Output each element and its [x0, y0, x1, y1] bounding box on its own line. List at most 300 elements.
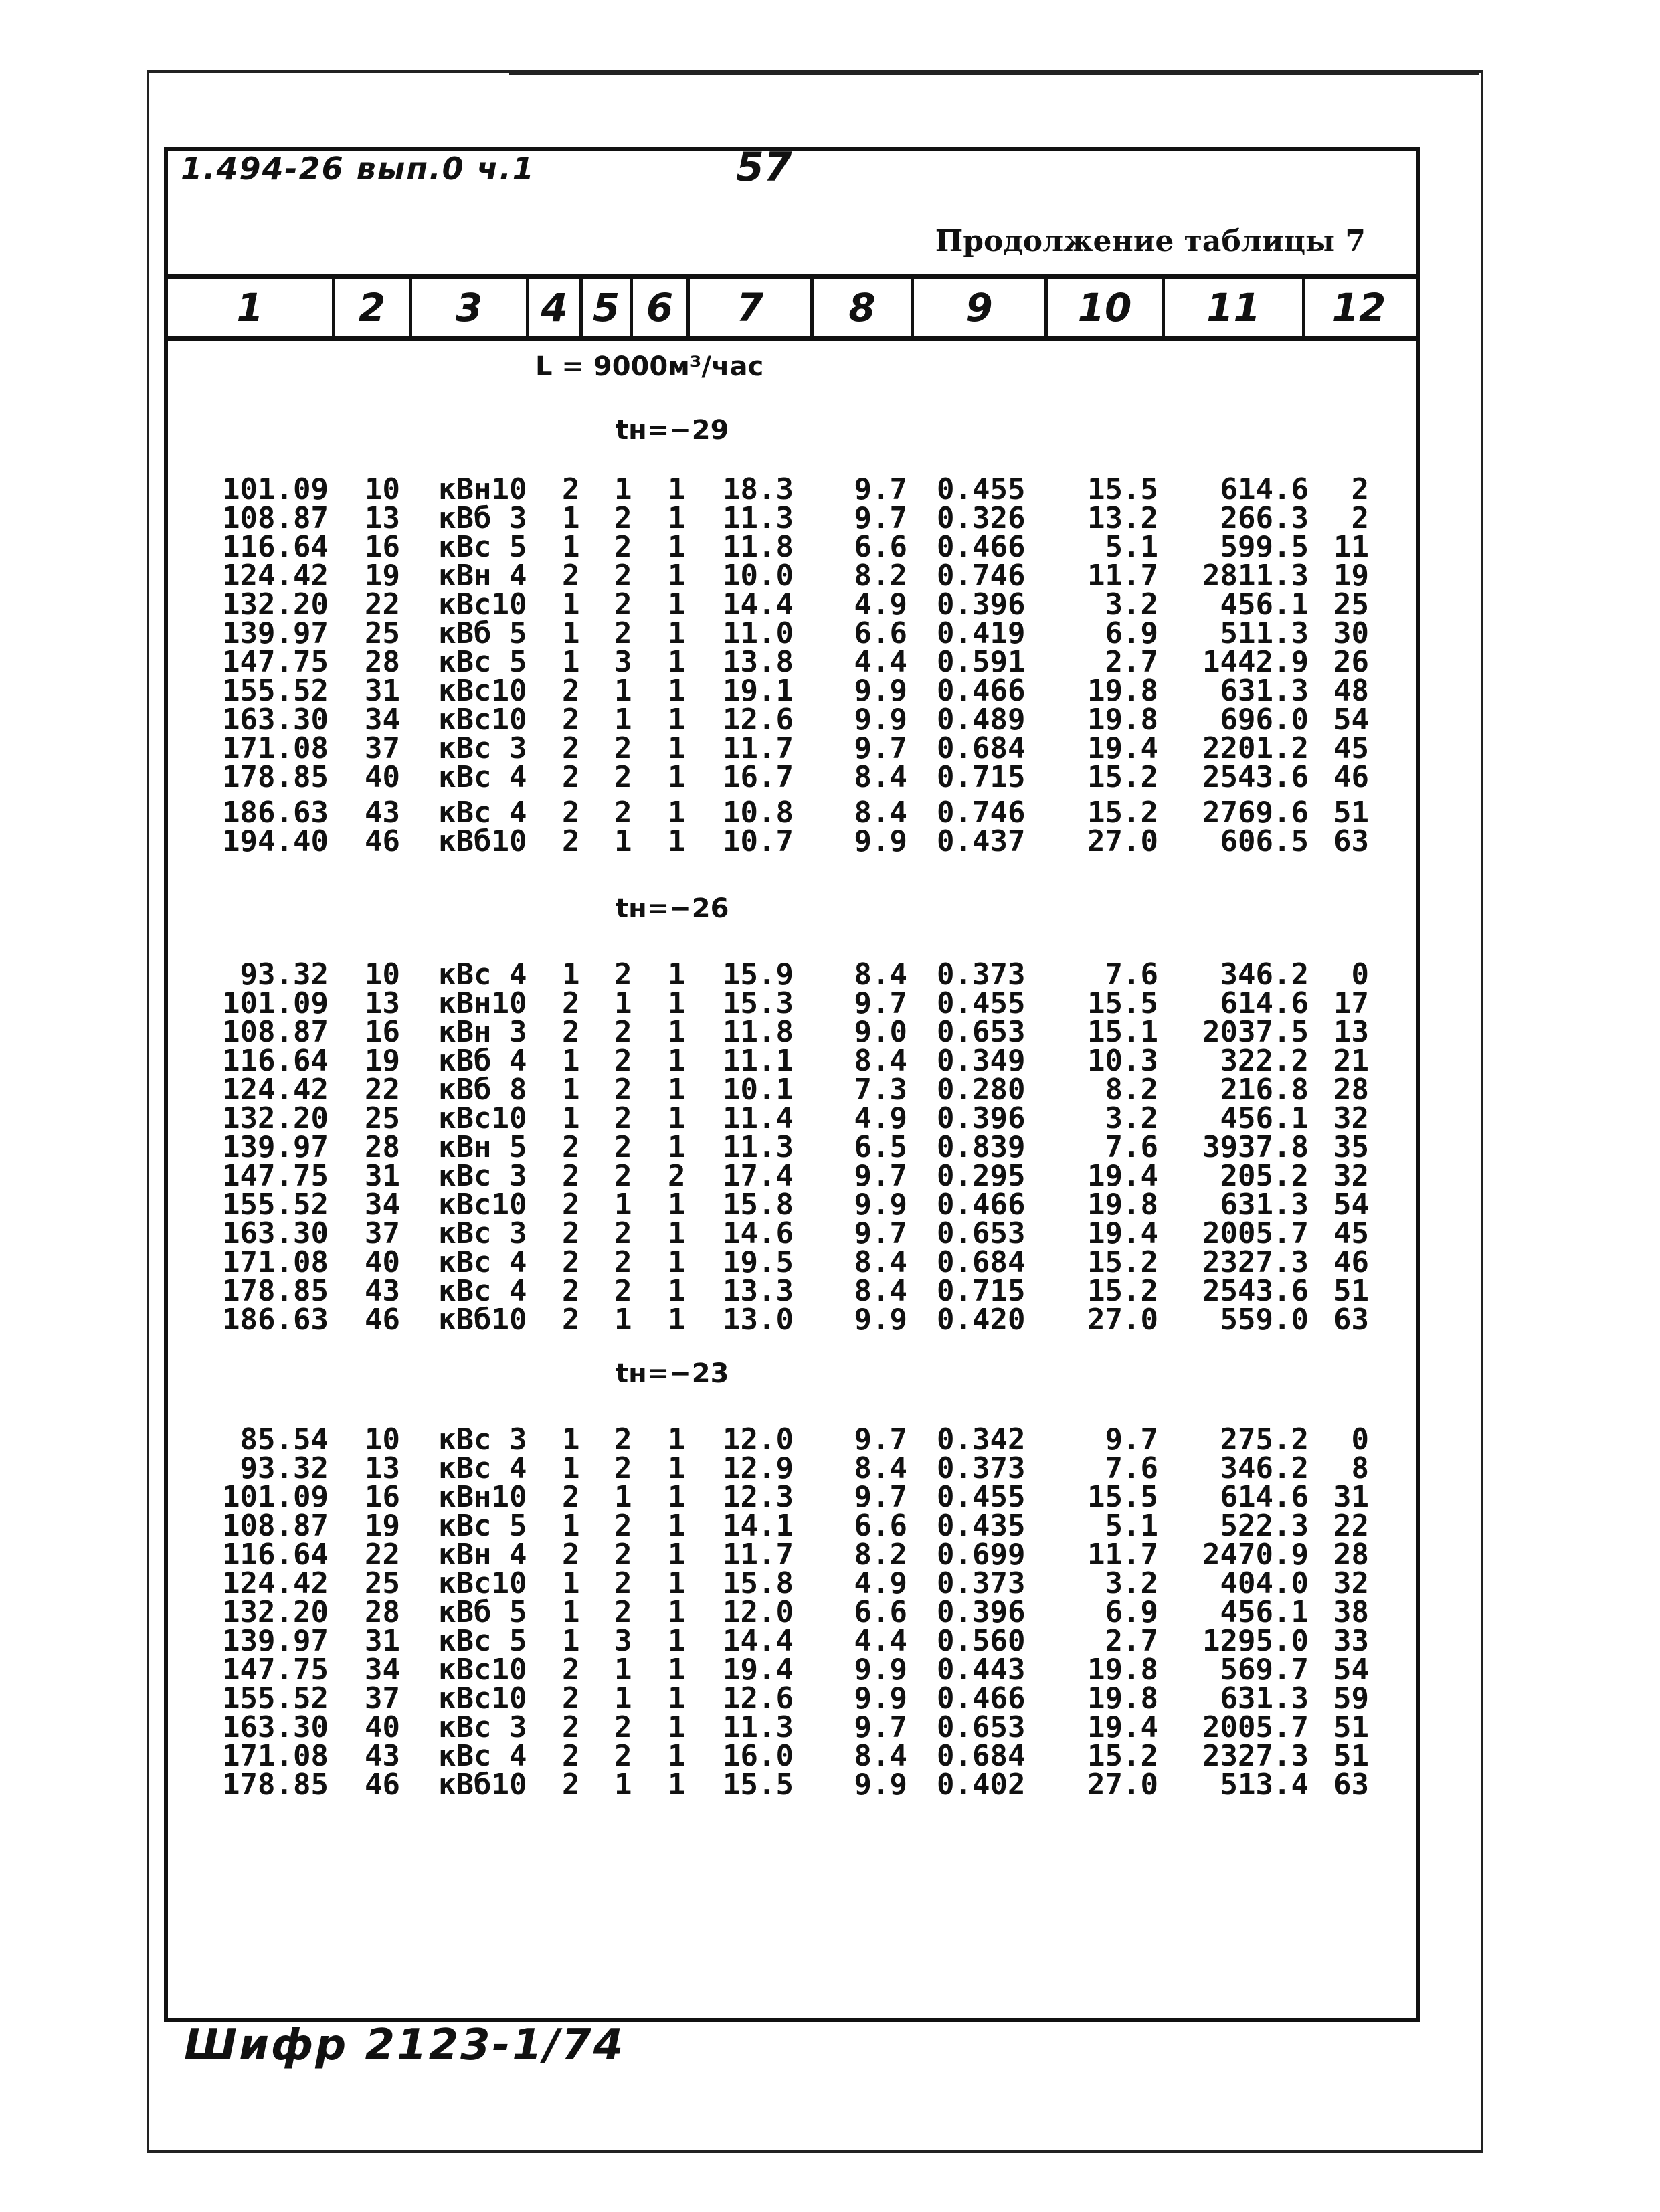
- table-cell: 28: [365, 1595, 400, 1629]
- table-cell: 2: [614, 1595, 632, 1629]
- table-cell: кВн 4: [438, 559, 527, 593]
- table-cell: 10.7: [723, 824, 794, 858]
- table-cell: 696.0: [1220, 703, 1309, 737]
- table-cell: 0.420: [937, 1303, 1026, 1337]
- table-cell: 2: [562, 796, 580, 830]
- column-header: 12: [1331, 284, 1386, 331]
- table-cell: 4.9: [854, 587, 907, 622]
- table-cell: 19: [365, 1509, 400, 1543]
- table-cell: 16: [365, 1015, 400, 1049]
- table-cell: 46: [365, 824, 400, 858]
- table-cell: 9.9: [854, 1653, 907, 1687]
- table-cell: 1: [668, 645, 686, 679]
- table-cell: 0.396: [937, 1101, 1026, 1135]
- table-cell: 0.396: [937, 1595, 1026, 1629]
- table-cell: 1: [562, 645, 580, 679]
- table-cell: 163.30: [222, 1710, 329, 1744]
- table-cell: 1: [668, 1015, 686, 1049]
- table-cell: кВб 8: [438, 1073, 527, 1107]
- table-cell: 2: [614, 760, 632, 794]
- table-cell: 2: [1351, 501, 1369, 535]
- table-cell: кВс 5: [438, 1624, 527, 1658]
- table-cell: 101.09: [222, 986, 329, 1020]
- table-cell: 37: [365, 1681, 400, 1716]
- table-cell: 63: [1333, 1303, 1369, 1337]
- table-cell: 54: [1333, 703, 1369, 737]
- table-cell: 25: [365, 1101, 400, 1135]
- table-row: [0, 587, 1660, 622]
- table-row: [0, 1046, 1660, 1076]
- table-cell: 0.699: [937, 1538, 1026, 1572]
- table-cell: 6.6: [854, 1509, 907, 1543]
- table-cell: 43: [365, 1739, 400, 1773]
- table-cell: 1: [668, 530, 686, 564]
- table-row: [0, 1422, 1660, 1457]
- table-cell: 1: [668, 796, 686, 830]
- table-cell: 1: [562, 1044, 580, 1078]
- table-cell: 163.30: [222, 703, 329, 737]
- column-header: 10: [1048, 279, 1165, 336]
- table-row: [0, 1190, 1660, 1220]
- table-cell: 139.97: [222, 1130, 329, 1164]
- table-cell: 46: [365, 1768, 400, 1802]
- table-cell: 124.42: [222, 1566, 329, 1600]
- table-cell: 8.4: [854, 1739, 907, 1773]
- table-cell: 147.75: [222, 645, 329, 679]
- table-cell: 9.9: [854, 703, 907, 737]
- table-cell: 10.1: [723, 1073, 794, 1107]
- table-cell: 2037.5: [1202, 1015, 1309, 1049]
- table-cell: 0.560: [937, 1624, 1026, 1658]
- table-cell: 19.1: [723, 674, 794, 708]
- table-cell: 34: [365, 1653, 400, 1687]
- table-cell: кВб10: [438, 1303, 527, 1337]
- table-cell: 15.5: [723, 1768, 794, 1802]
- table-cell: 116.64: [222, 1044, 329, 1078]
- table-cell: 2: [614, 1073, 632, 1107]
- table-cell: 51: [1333, 1710, 1369, 1744]
- table-cell: 0.489: [937, 703, 1026, 737]
- table-row: [0, 1130, 1660, 1164]
- table-cell: 1: [562, 1624, 580, 1658]
- table-row: [0, 1451, 1660, 1485]
- table-cell: 9.7: [854, 472, 907, 506]
- table-cell: кВн 5: [438, 1130, 527, 1164]
- table-cell: 631.3: [1220, 1681, 1309, 1716]
- table-cell: 614.6: [1220, 472, 1309, 506]
- table-cell: 0.653: [937, 1710, 1026, 1744]
- table-cell: 3: [614, 645, 632, 679]
- table-cell: 1: [668, 731, 686, 765]
- table-cell: 2543.6: [1202, 1274, 1309, 1308]
- table-cell: 0.653: [937, 1216, 1026, 1251]
- table-row: [0, 1511, 1660, 1541]
- table-cell: 2: [614, 957, 632, 992]
- table-row: [0, 731, 1660, 765]
- table-cell: 569.7: [1220, 1653, 1309, 1687]
- table-cell: 19.4: [1087, 1216, 1158, 1251]
- table-cell: 2: [562, 1216, 580, 1251]
- column-header: 7: [690, 279, 814, 336]
- table-cell: 11.7: [1087, 559, 1158, 593]
- table-cell: 14.4: [723, 587, 794, 622]
- table-cell: 16.0: [723, 1739, 794, 1773]
- table-cell: 30: [1333, 616, 1369, 650]
- table-cell: 7.3: [854, 1073, 907, 1107]
- table-cell: 1: [668, 1044, 686, 1078]
- table-cell: 2811.3: [1202, 559, 1309, 593]
- table-cell: 171.08: [222, 731, 329, 765]
- table-row: [0, 1015, 1660, 1049]
- table-cell: 124.42: [222, 559, 329, 593]
- table-cell: 1: [668, 760, 686, 794]
- table-cell: 8.4: [854, 1451, 907, 1485]
- table-cell: 1: [614, 986, 632, 1020]
- table-cell: 2005.7: [1202, 1216, 1309, 1251]
- table-cell: кВс10: [438, 587, 527, 622]
- table-cell: кВн10: [438, 1480, 527, 1514]
- table-row: [0, 676, 1660, 706]
- table-cell: 1: [562, 1509, 580, 1543]
- table-cell: 2: [614, 1130, 632, 1164]
- table-row: [0, 1245, 1660, 1279]
- table-cell: 18.3: [723, 472, 794, 506]
- table-cell: 1: [668, 1216, 686, 1251]
- table-cell: 9.9: [854, 824, 907, 858]
- table-cell: 1: [668, 1245, 686, 1279]
- table-cell: 11.1: [723, 1044, 794, 1078]
- table-cell: 1: [614, 1768, 632, 1802]
- table-cell: 15.8: [723, 1566, 794, 1600]
- table-cell: 2: [562, 1015, 580, 1049]
- table-cell: 1: [614, 824, 632, 858]
- table-cell: 0.295: [937, 1159, 1026, 1193]
- table-cell: 2: [614, 1274, 632, 1308]
- table-cell: 2: [562, 1710, 580, 1744]
- table-cell: 2: [614, 1422, 632, 1457]
- table-cell: кВс 5: [438, 1509, 527, 1543]
- table-cell: 456.1: [1220, 1101, 1309, 1135]
- table-cell: 0.455: [937, 472, 1026, 506]
- table-cell: 0.437: [937, 824, 1026, 858]
- table-cell: 1: [668, 1538, 686, 1572]
- table-cell: 19.5: [723, 1245, 794, 1279]
- table-row: [0, 1710, 1660, 1744]
- table-cell: 10: [365, 957, 400, 992]
- column-header-row: [168, 274, 1416, 341]
- table-cell: 38: [1333, 1595, 1369, 1629]
- table-cell: 12.6: [723, 1681, 794, 1716]
- table-cell: 0.653: [937, 1015, 1026, 1049]
- table-cell: кВс 3: [438, 1216, 527, 1251]
- table-cell: 2470.9: [1202, 1538, 1309, 1572]
- table-cell: 15.5: [1087, 472, 1158, 506]
- table-cell: 2327.3: [1202, 1245, 1309, 1279]
- table-cell: 6.6: [854, 530, 907, 564]
- table-cell: 27.0: [1087, 1303, 1158, 1337]
- table-cell: 2: [562, 559, 580, 593]
- table-cell: 2: [614, 587, 632, 622]
- table-cell: 2: [562, 1653, 580, 1687]
- table-cell: 28: [365, 645, 400, 679]
- table-cell: 2: [614, 796, 632, 830]
- table-cell: 1: [668, 472, 686, 506]
- table-cell: 1: [668, 1422, 686, 1457]
- table-cell: 13: [365, 986, 400, 1020]
- continuation-title: Продолжение таблицы 7: [935, 224, 1366, 258]
- table-cell: 40: [365, 1710, 400, 1744]
- table-cell: 0.839: [937, 1130, 1026, 1164]
- table-row: [0, 824, 1660, 858]
- table-cell: 0.715: [937, 760, 1026, 794]
- table-cell: 7.6: [1105, 1130, 1158, 1164]
- table-cell: 12.3: [723, 1480, 794, 1514]
- table-cell: 2: [614, 1015, 632, 1049]
- table-cell: 11.3: [723, 1710, 794, 1744]
- table-cell: 9.9: [854, 1768, 907, 1802]
- table-cell: кВс10: [438, 1101, 527, 1135]
- column-header: 6: [633, 279, 690, 336]
- table-cell: 155.52: [222, 674, 329, 708]
- table-cell: 631.3: [1220, 1188, 1309, 1222]
- table-cell: 2: [562, 1130, 580, 1164]
- table-cell: 12.0: [723, 1595, 794, 1629]
- table-cell: 11.7: [723, 731, 794, 765]
- table-cell: 37: [365, 1216, 400, 1251]
- table-cell: 2.7: [1105, 645, 1158, 679]
- table-cell: 9.7: [854, 1159, 907, 1193]
- table-cell: кВс10: [438, 703, 527, 737]
- table-cell: 11.8: [723, 530, 794, 564]
- table-cell: 6.6: [854, 1595, 907, 1629]
- table-cell: 25: [365, 1566, 400, 1600]
- table-cell: 45: [1333, 1216, 1369, 1251]
- table-cell: 8.2: [854, 1538, 907, 1572]
- table-cell: 21: [1333, 1044, 1369, 1078]
- table-cell: 27.0: [1087, 1768, 1158, 1802]
- table-cell: 45: [1333, 731, 1369, 765]
- section-label: tн=−26: [616, 893, 729, 924]
- table-cell: 59: [1333, 1681, 1369, 1716]
- table-row: [0, 986, 1660, 1020]
- table-cell: 178.85: [222, 760, 329, 794]
- table-cell: 13: [1333, 1015, 1369, 1049]
- table-cell: 1: [668, 1739, 686, 1773]
- table-row: [0, 760, 1660, 794]
- table-cell: 171.08: [222, 1245, 329, 1279]
- table-cell: 2: [562, 1159, 580, 1193]
- table-cell: 2: [614, 501, 632, 535]
- table-cell: 1: [668, 1681, 686, 1716]
- table-cell: 1: [614, 1653, 632, 1687]
- table-cell: 1: [562, 1422, 580, 1457]
- table-cell: 25: [1333, 587, 1369, 622]
- table-row: [0, 645, 1660, 679]
- table-cell: 6.5: [854, 1130, 907, 1164]
- table-cell: 1: [614, 1303, 632, 1337]
- table-cell: 101.09: [222, 1480, 329, 1514]
- table-cell: 11.4: [723, 1101, 794, 1135]
- table-cell: кВб 5: [438, 1595, 527, 1629]
- table-cell: 32: [1333, 1566, 1369, 1600]
- table-cell: 34: [365, 1188, 400, 1222]
- table-cell: 8.4: [854, 1044, 907, 1078]
- table-cell: 2: [562, 1245, 580, 1279]
- table-cell: кВс 3: [438, 731, 527, 765]
- table-cell: кВс10: [438, 674, 527, 708]
- table-cell: 22: [1333, 1509, 1369, 1543]
- table-cell: 2: [614, 1566, 632, 1600]
- table-cell: 31: [365, 674, 400, 708]
- table-cell: 1: [668, 1101, 686, 1135]
- table-cell: кВн10: [438, 986, 527, 1020]
- table-cell: 2: [614, 1245, 632, 1279]
- table-cell: 11.0: [723, 616, 794, 650]
- table-cell: 2: [562, 986, 580, 1020]
- table-cell: 2: [614, 1509, 632, 1543]
- table-cell: 19.4: [1087, 1710, 1158, 1744]
- table-cell: 8.4: [854, 1274, 907, 1308]
- column-header: 8: [814, 279, 914, 336]
- table-cell: 15.2: [1087, 1245, 1158, 1279]
- table-cell: 0.466: [937, 1681, 1026, 1716]
- column-header: 3: [412, 279, 529, 336]
- table-cell: 322.2: [1220, 1044, 1309, 1078]
- table-cell: 0.466: [937, 674, 1026, 708]
- table-cell: 26: [1333, 645, 1369, 679]
- table-cell: 2: [614, 1710, 632, 1744]
- table-cell: 0.684: [937, 1739, 1026, 1773]
- table-cell: кВс 4: [438, 760, 527, 794]
- table-cell: 17: [1333, 986, 1369, 1020]
- table-cell: 178.85: [222, 1768, 329, 1802]
- table-cell: 1: [668, 616, 686, 650]
- table-cell: 32: [1333, 1101, 1369, 1135]
- table-cell: 155.52: [222, 1681, 329, 1716]
- document-reference: 1.494-26 вып.0 ч.1: [181, 151, 535, 187]
- table-cell: 163.30: [222, 1216, 329, 1251]
- table-cell: 19.8: [1087, 1653, 1158, 1687]
- table-cell: 7.6: [1105, 1451, 1158, 1485]
- table-cell: 3937.8: [1202, 1130, 1309, 1164]
- table-cell: 1: [668, 1303, 686, 1337]
- table-cell: 2005.7: [1202, 1710, 1309, 1744]
- table-cell: 1: [614, 1480, 632, 1514]
- table-cell: 28: [1333, 1073, 1369, 1107]
- table-cell: 9.7: [854, 1480, 907, 1514]
- table-cell: 19.8: [1087, 674, 1158, 708]
- table-cell: 511.3: [1220, 616, 1309, 650]
- table-cell: 0.746: [937, 559, 1026, 593]
- column-header: 9: [914, 279, 1048, 336]
- table-cell: 1: [668, 1480, 686, 1514]
- table-cell: 12.6: [723, 703, 794, 737]
- table-cell: 1: [668, 1653, 686, 1687]
- table-cell: 2: [562, 1480, 580, 1514]
- table-cell: 11.3: [723, 1130, 794, 1164]
- table-cell: 15.2: [1087, 1739, 1158, 1773]
- table-cell: 2: [614, 1451, 632, 1485]
- table-cell: 4.4: [854, 1624, 907, 1658]
- table-row: [0, 1540, 1660, 1570]
- table-cell: 2: [614, 616, 632, 650]
- table-cell: 1: [668, 587, 686, 622]
- table-row: [0, 957, 1660, 992]
- table-cell: 15.5: [1087, 986, 1158, 1020]
- table-cell: 2327.3: [1202, 1739, 1309, 1773]
- table-cell: 54: [1333, 1653, 1369, 1687]
- table-cell: 2: [614, 1538, 632, 1572]
- table-cell: 8.4: [854, 957, 907, 992]
- table-cell: 1295.0: [1202, 1624, 1309, 1658]
- table-cell: 13.2: [1087, 501, 1158, 535]
- table-cell: 1: [668, 986, 686, 1020]
- table-cell: 19.8: [1087, 703, 1158, 737]
- table-cell: кВс10: [438, 1681, 527, 1716]
- table-cell: 35: [1333, 1130, 1369, 1164]
- table-row: [0, 501, 1660, 535]
- table-cell: 4.9: [854, 1566, 907, 1600]
- section-label: tн=−23: [616, 1358, 729, 1389]
- table-cell: 31: [1333, 1480, 1369, 1514]
- table-cell: 0.419: [937, 616, 1026, 650]
- table-cell: 15.1: [1087, 1015, 1158, 1049]
- table-cell: 2: [562, 703, 580, 737]
- table-cell: 28: [365, 1130, 400, 1164]
- table-cell: 2: [668, 1159, 686, 1193]
- table-cell: 0.684: [937, 731, 1026, 765]
- table-cell: 2: [1351, 472, 1369, 506]
- table-cell: 17.4: [723, 1159, 794, 1193]
- table-cell: 2: [614, 1159, 632, 1193]
- table-cell: 3: [614, 1624, 632, 1658]
- table-row: [0, 530, 1660, 564]
- table-cell: кВс 4: [438, 1739, 527, 1773]
- table-cell: 93.32: [240, 957, 329, 992]
- table-cell: 3.2: [1105, 587, 1158, 622]
- column-header: 2: [335, 279, 412, 336]
- table-cell: 11.8: [723, 1015, 794, 1049]
- table-cell: 15.2: [1087, 796, 1158, 830]
- table-cell: 22: [365, 1073, 400, 1107]
- section-label: tн=−29: [616, 415, 729, 446]
- table-cell: 1: [614, 674, 632, 708]
- table-cell: 12.9: [723, 1451, 794, 1485]
- table-cell: 25: [365, 616, 400, 650]
- table-cell: 1: [668, 1509, 686, 1543]
- table-cell: 19: [365, 559, 400, 593]
- table-cell: 2: [614, 1739, 632, 1773]
- table-cell: 1: [668, 501, 686, 535]
- table-cell: 2: [562, 1188, 580, 1222]
- table-cell: 51: [1333, 796, 1369, 830]
- table-cell: 9.9: [854, 674, 907, 708]
- table-cell: 63: [1333, 1768, 1369, 1802]
- table-cell: 0.396: [937, 587, 1026, 622]
- table-cell: 2: [562, 674, 580, 708]
- table-cell: 2: [562, 1768, 580, 1802]
- table-cell: 1: [668, 1274, 686, 1308]
- table-cell: 522.3: [1220, 1509, 1309, 1543]
- table-row: [0, 1305, 1660, 1335]
- table-cell: 5.1: [1105, 1509, 1158, 1543]
- table-cell: 216.8: [1220, 1073, 1309, 1107]
- table-cell: 43: [365, 796, 400, 830]
- table-cell: 9.7: [854, 501, 907, 535]
- table-cell: 1: [668, 1710, 686, 1744]
- table-cell: кВс 3: [438, 1422, 527, 1457]
- table-cell: 1: [562, 1073, 580, 1107]
